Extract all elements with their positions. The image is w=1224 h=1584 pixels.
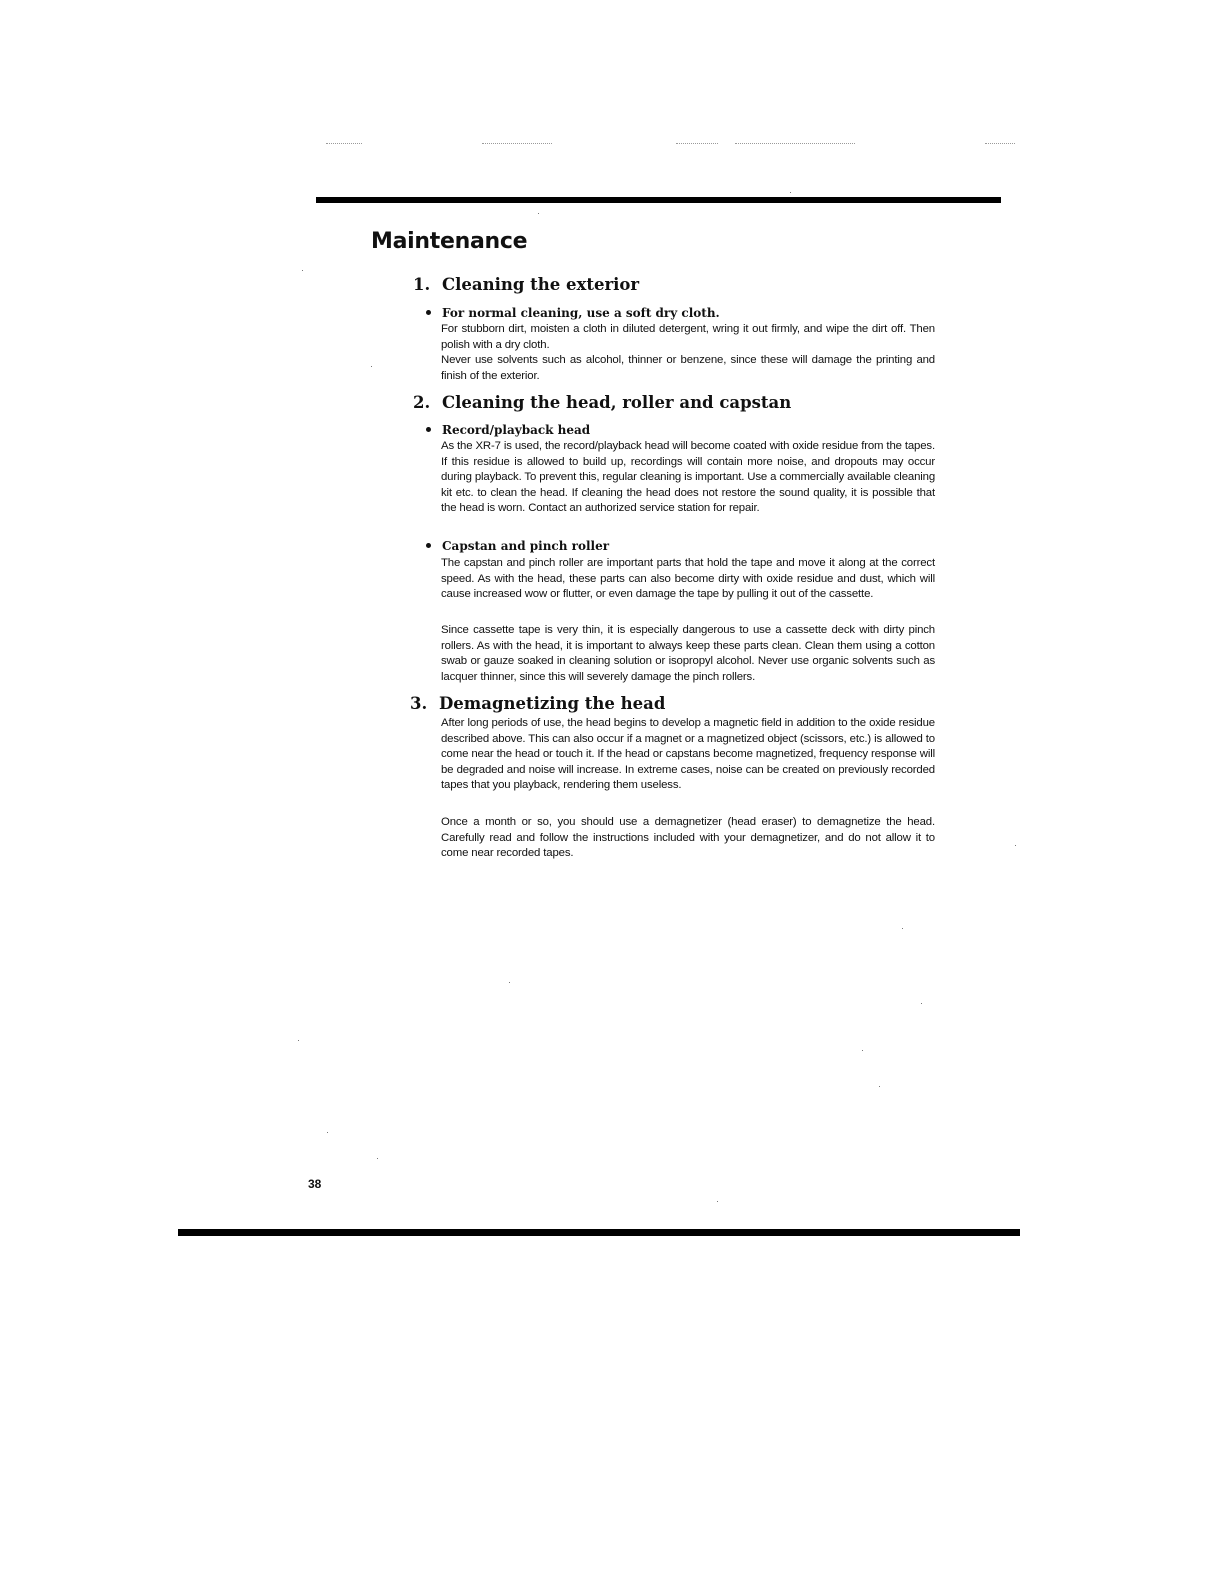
section-number: 3. [410,694,428,713]
scan-speck [862,1050,863,1051]
item-heading: For normal cleaning, use a soft dry cloth. [442,306,720,320]
bullet-icon [426,310,431,315]
scan-speck [509,982,510,983]
scan-speck [921,1003,922,1004]
scan-artifact-dots [326,143,362,146]
item-heading: Record/playback head [442,423,591,437]
section-title: Cleaning the exterior [442,275,640,294]
paragraph: After long periods of use, the head begins to develop a magnetic field in addition to the oxide residue described above. This can also occur if a magnet or a magnetized object (scissors, etc.) is allowed to come near the head or touch it. If the head or capstans become magnetized, frequency response will be degraded and noise will increase. In extreme cases, noise can be created on previously recorded tapes that you playback, rendering them useless. [441,717,935,791]
scan-speck [371,366,372,367]
scan-speck [1015,845,1016,846]
scan-artifact-dots [735,143,855,146]
scan-artifact-dots [676,143,718,146]
section-number: 1. [413,275,431,294]
page-number: 38 [308,1177,322,1191]
scan-artifact-dots [482,143,552,146]
scan-speck [538,213,539,214]
paragraph: For stubborn dirt, moisten a cloth in diluted detergent, wring it out firmly, and wipe the dirt off. Then polish with a dry cloth. [441,323,935,351]
footer-rule [178,1229,1020,1236]
section-number: 2. [413,393,431,412]
scan-speck [879,1086,880,1087]
section-heading-cleaning-exterior [413,274,639,296]
scan-speck [790,192,791,193]
paragraph: As the XR-7 is used, the record/playback head will become coated with oxide residue from the tapes. If this residue is allowed to build up, recordings will contain more noise, and dropouts may occur during playback. To prevent this, regular cleaning is important. Use a commercially available cleaning kit etc. to clean the head. If cleaning the head does not restore the sound quality, it is possible that the head is worn. Contact an authorized service station for repair. [441,440,935,514]
scan-speck [302,270,303,271]
scan-speck [717,1201,718,1202]
scan-speck [327,1132,328,1133]
scan-speck [902,928,903,929]
scan-speck [298,1040,299,1041]
paragraph: The capstan and pinch roller are important parts that hold the tape and move it along at the correct speed. As with the head, these parts can also become dirty with oxide residue and dust, which will cause increased wow or flutter, or even damage the tape by pulling it out of the cassette. [441,557,935,600]
paragraph: Once a month or so, you should use a demagnetizer (head eraser) to demagnetize the head. Carefully read and follow the instructions included with your demagnetizer, and do not allow it to come near recorded tapes. [441,816,935,859]
scan-speck [377,1158,378,1159]
paragraph: Never use solvents such as alcohol, thinner or benzene, since these will damage the printing and finish of the exterior. [441,354,935,382]
header-rule [316,197,1001,203]
section-title: Demagnetizing the head [439,694,666,713]
bullet-icon [426,543,431,548]
item-heading: Capstan and pinch roller [442,539,610,553]
section-title: Cleaning the head, roller and capstan [442,393,792,412]
paragraph: Since cassette tape is very thin, it is especially dangerous to use a cassette deck with dirty pinch rollers. As with the head, it is important to always keep these parts clean. Clean them using a cotton swab or gauze soaked in cleaning solution or isopropyl alcohol. Never use organic solvents such as lacquer thinner, since this will severely damage the pinch rollers. [441,624,935,683]
scan-artifact-dots [985,143,1015,146]
section-heading-cleaning-head [413,392,791,414]
bullet-icon [426,427,431,432]
section-heading-demagnetizing [410,693,665,715]
page-title: Maintenance [371,229,528,254]
